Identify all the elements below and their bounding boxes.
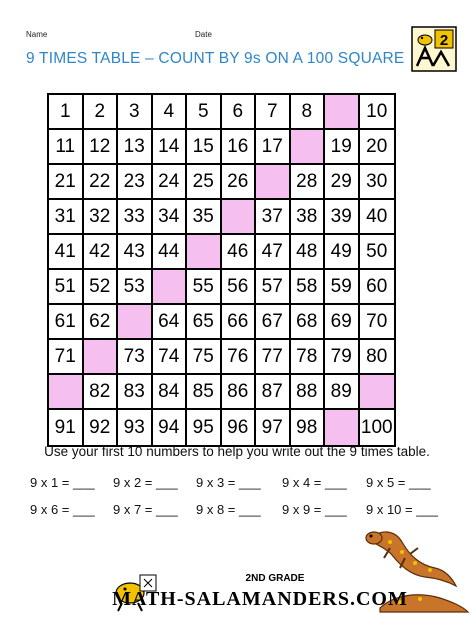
highlighted-nine-cell [187, 235, 222, 270]
number-cell: 5 [187, 95, 222, 130]
highlighted-nine-cell [256, 165, 291, 200]
number-cell: 23 [118, 165, 153, 200]
number-cell: 68 [291, 305, 326, 340]
highlighted-nine-cell [291, 130, 326, 165]
number-cell: 94 [153, 410, 188, 445]
number-cell: 85 [187, 375, 222, 410]
number-cell: 75 [187, 340, 222, 375]
number-cell: 30 [360, 165, 395, 200]
number-cell: 60 [360, 270, 395, 305]
equation-blank: 9 x 9 = ___ [282, 502, 347, 517]
logo-badge-text: 2 [439, 32, 449, 49]
number-cell: 48 [291, 235, 326, 270]
footer-grade-text: 2ND GRADE [245, 573, 305, 584]
number-cell: 1 [49, 95, 84, 130]
number-cell: 3 [118, 95, 153, 130]
number-cell: 56 [222, 270, 257, 305]
number-cell: 71 [49, 340, 84, 375]
number-cell: 35 [187, 200, 222, 235]
number-cell: 13 [118, 130, 153, 165]
number-cell: 88 [291, 375, 326, 410]
highlighted-nine-cell [49, 375, 84, 410]
number-cell: 29 [325, 165, 360, 200]
hundred-square-grid [47, 93, 396, 447]
number-cell: 76 [222, 340, 257, 375]
number-cell: 52 [84, 270, 119, 305]
number-cell: 84 [153, 375, 188, 410]
number-cell: 92 [84, 410, 119, 445]
number-cell: 86 [222, 375, 257, 410]
number-cell: 42 [84, 235, 119, 270]
number-cell: 53 [118, 270, 153, 305]
number-cell: 31 [49, 200, 84, 235]
number-cell: 10 [360, 95, 395, 130]
number-cell: 95 [187, 410, 222, 445]
number-cell: 82 [84, 375, 119, 410]
number-cell: 39 [325, 200, 360, 235]
number-cell: 57 [256, 270, 291, 305]
number-cell: 51 [49, 270, 84, 305]
equation-blank: 9 x 3 = ___ [196, 475, 261, 490]
number-cell: 74 [153, 340, 188, 375]
equation-blank: 9 x 1 = ___ [30, 475, 95, 490]
number-cell: 26 [222, 165, 257, 200]
number-cell: 69 [325, 305, 360, 340]
page-title: 9 TIMES TABLE – COUNT BY 9s ON A 100 SQUARE [26, 50, 405, 67]
number-cell: 17 [256, 130, 291, 165]
number-cell: 59 [325, 270, 360, 305]
number-cell: 11 [49, 130, 84, 165]
number-cell: 100 [360, 410, 395, 445]
number-cell: 50 [360, 235, 395, 270]
number-cell: 2 [84, 95, 119, 130]
number-cell: 32 [84, 200, 119, 235]
number-cell: 41 [49, 235, 84, 270]
number-cell: 49 [325, 235, 360, 270]
number-cell: 97 [256, 410, 291, 445]
name-label: Name [26, 30, 48, 39]
number-cell: 66 [222, 305, 257, 340]
number-cell: 80 [360, 340, 395, 375]
number-cell: 12 [84, 130, 119, 165]
number-cell: 79 [325, 340, 360, 375]
number-cell: 83 [118, 375, 153, 410]
number-cell: 6 [222, 95, 257, 130]
math-salamanders-footer-logo [100, 567, 408, 613]
number-cell: 64 [153, 305, 188, 340]
number-cell: 43 [118, 235, 153, 270]
number-cell: 96 [222, 410, 257, 445]
number-cell: 20 [360, 130, 395, 165]
highlighted-nine-cell [360, 375, 395, 410]
number-cell: 44 [153, 235, 188, 270]
highlighted-nine-cell [118, 305, 153, 340]
number-cell: 87 [256, 375, 291, 410]
equation-blank: 9 x 4 = ___ [282, 475, 347, 490]
salamander-icon [360, 520, 460, 590]
number-cell: 70 [360, 305, 395, 340]
number-cell: 14 [153, 130, 188, 165]
equation-blank: 9 x 2 = ___ [113, 475, 178, 490]
number-cell: 55 [187, 270, 222, 305]
number-cell: 33 [118, 200, 153, 235]
number-cell: 89 [325, 375, 360, 410]
number-cell: 67 [256, 305, 291, 340]
number-cell: 73 [118, 340, 153, 375]
number-cell: 4 [153, 95, 188, 130]
number-cell: 47 [256, 235, 291, 270]
number-cell: 7 [256, 95, 291, 130]
footer-site-text: MATH-SALAMANDERS.COM [112, 588, 408, 610]
number-cell: 19 [325, 130, 360, 165]
number-cell: 91 [49, 410, 84, 445]
math-salamanders-logo-icon [411, 26, 457, 72]
highlighted-nine-cell [153, 270, 188, 305]
number-cell: 22 [84, 165, 119, 200]
number-cell: 24 [153, 165, 188, 200]
number-cell: 15 [187, 130, 222, 165]
equation-blank: 9 x 6 = ___ [30, 502, 95, 517]
number-cell: 77 [256, 340, 291, 375]
number-cell: 93 [118, 410, 153, 445]
equation-blank: 9 x 8 = ___ [196, 502, 261, 517]
number-cell: 98 [291, 410, 326, 445]
equation-blank: 9 x 5 = ___ [366, 475, 431, 490]
number-cell: 21 [49, 165, 84, 200]
number-cell: 28 [291, 165, 326, 200]
number-cell: 40 [360, 200, 395, 235]
number-cell: 25 [187, 165, 222, 200]
number-cell: 34 [153, 200, 188, 235]
highlighted-nine-cell [325, 95, 360, 130]
number-cell: 16 [222, 130, 257, 165]
date-label: Date [195, 30, 212, 39]
equation-blank: 9 x 7 = ___ [113, 502, 178, 517]
instructions-text: Use your first 10 numbers to help you write out the 9 times table. [44, 444, 430, 459]
number-cell: 61 [49, 305, 84, 340]
number-cell: 78 [291, 340, 326, 375]
number-cell: 58 [291, 270, 326, 305]
highlighted-nine-cell [222, 200, 257, 235]
highlighted-nine-cell [84, 340, 119, 375]
number-cell: 65 [187, 305, 222, 340]
number-cell: 38 [291, 200, 326, 235]
number-cell: 8 [291, 95, 326, 130]
highlighted-nine-cell [325, 410, 360, 445]
number-cell: 37 [256, 200, 291, 235]
number-cell: 46 [222, 235, 257, 270]
equation-blank: 9 x 10 = ___ [366, 502, 438, 517]
number-cell: 62 [84, 305, 119, 340]
